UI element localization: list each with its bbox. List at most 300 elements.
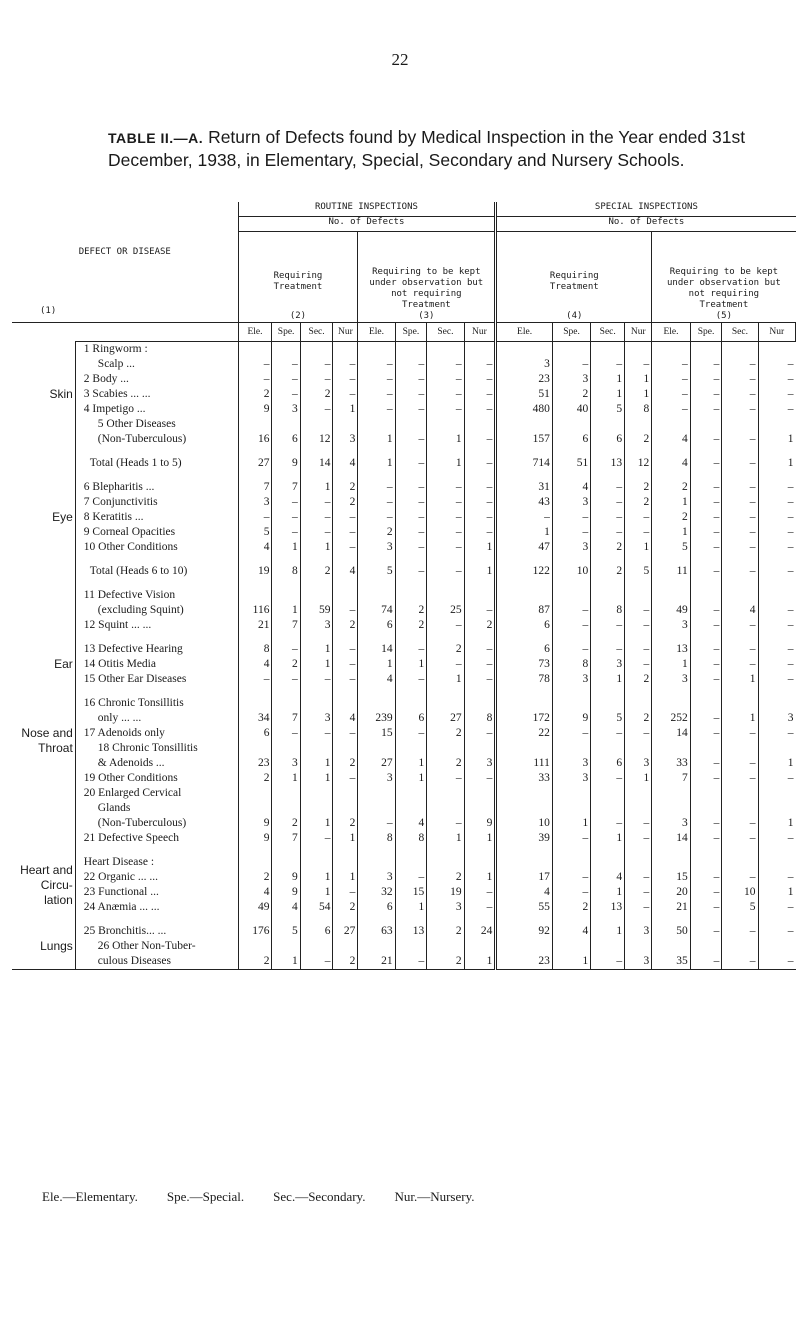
cell-value (238, 417, 272, 432)
cell-value (464, 786, 496, 801)
cell-value: 3 (358, 870, 395, 885)
cell-value: 1 (652, 495, 690, 510)
cell-value: – (238, 510, 272, 525)
cell-value: 6 (358, 900, 395, 915)
cell-value: 14 (358, 642, 395, 657)
group-label-nose: Nose and Throat (21, 726, 73, 755)
cell-value: – (333, 603, 358, 618)
cell-value: 3 (427, 900, 464, 915)
cell-value (625, 786, 652, 801)
cell-value: 3 (358, 771, 395, 786)
cell-value: – (333, 525, 358, 540)
cell-value: – (333, 885, 358, 900)
cell-value: – (464, 657, 496, 672)
cell-value: 13 (395, 924, 427, 939)
cell-value: – (395, 387, 427, 402)
table-row (12, 855, 796, 870)
cell-value: 3 (552, 540, 590, 555)
cell-value: 252 (652, 711, 690, 726)
cell-value: – (758, 495, 796, 510)
cell-value: 1 (464, 831, 496, 846)
table-row (12, 657, 796, 672)
cell-value: 1 (395, 771, 427, 786)
cell-value: – (722, 510, 758, 525)
cell-value: 1 (333, 870, 358, 885)
table-row (12, 456, 796, 471)
table-row (12, 387, 796, 402)
cell-value: – (690, 372, 722, 387)
group-label-lungs: Lungs (40, 939, 73, 953)
cell-value: – (464, 357, 496, 372)
cell-value: – (464, 771, 496, 786)
cell-value: 9 (238, 402, 272, 417)
cell-value: – (333, 372, 358, 387)
row-label: 22 Organic ... ... (75, 870, 238, 885)
cell-value (591, 696, 625, 711)
cell-value: 74 (358, 603, 395, 618)
row-label: 1 Ringworm : (75, 342, 238, 358)
cell-value: 1 (591, 672, 625, 687)
cell-value: 23 (496, 372, 553, 387)
cell-value: 480 (496, 402, 553, 417)
row-label: 2 Body ... (75, 372, 238, 387)
cell-value: – (300, 525, 333, 540)
cell-value: – (427, 816, 464, 831)
cell-value: 9 (552, 711, 590, 726)
cell-value: – (690, 672, 722, 687)
cell-value: 5 (625, 564, 652, 579)
table-row (12, 402, 796, 417)
cell-value: 1 (300, 642, 333, 657)
col3-header: Requiring to be kept under observation but not requiring Treatment (369, 267, 484, 310)
cell-value (395, 855, 427, 870)
cell-value: 2 (272, 816, 300, 831)
cell-value: – (625, 525, 652, 540)
table-row (12, 741, 796, 756)
cell-value: – (625, 816, 652, 831)
cell-value: – (690, 402, 722, 417)
sub-header: Ele. (238, 323, 272, 342)
cell-value (722, 855, 758, 870)
cell-value: 6 (300, 924, 333, 939)
defect-header: DEFECT OR DISEASE (78, 247, 171, 257)
row-label: Glands (75, 801, 238, 816)
cell-value: 2 (333, 495, 358, 510)
cell-value (272, 342, 300, 358)
row-label: 4 Impetigo ... (75, 402, 238, 417)
cell-value: 24 (464, 924, 496, 939)
cell-value (238, 939, 272, 954)
cell-value (395, 417, 427, 432)
row-label: 16 Chronic Tonsillitis (75, 696, 238, 711)
cell-value: 8 (464, 711, 496, 726)
cell-value: – (395, 480, 427, 495)
group-label-eye: Eye (52, 510, 73, 524)
row-label: 8 Keratitis ... (75, 510, 238, 525)
cell-value (333, 696, 358, 711)
sub-header: Sec. (427, 323, 464, 342)
cell-value: 122 (496, 564, 553, 579)
cell-value: – (690, 480, 722, 495)
cell-value: 11 (652, 564, 690, 579)
cell-value: – (690, 756, 722, 771)
cell-value: 1 (464, 540, 496, 555)
cell-value: 4 (722, 603, 758, 618)
cell-value: 4 (395, 816, 427, 831)
cell-value: 1 (395, 900, 427, 915)
row-label: 9 Corneal Opacities (75, 525, 238, 540)
cell-value: 1 (300, 885, 333, 900)
cell-value: 5 (591, 402, 625, 417)
cell-value: – (427, 372, 464, 387)
cell-value: 2 (625, 711, 652, 726)
cell-value: – (758, 510, 796, 525)
cell-value: 49 (652, 603, 690, 618)
table-row (12, 831, 796, 846)
sub-header: Spe. (690, 323, 722, 342)
cell-value (552, 801, 590, 816)
cell-value: 2 (427, 726, 464, 741)
cell-value: 2 (358, 525, 395, 540)
cell-value (333, 786, 358, 801)
cell-value: – (690, 771, 722, 786)
cell-value (427, 939, 464, 954)
row-label: 13 Defective Hearing (75, 642, 238, 657)
cell-value: 2 (300, 387, 333, 402)
cell-value: 15 (358, 726, 395, 741)
cell-value: – (690, 726, 722, 741)
cell-value (496, 741, 553, 756)
cell-value: 7 (272, 618, 300, 633)
routine-header: ROUTINE INSPECTIONS (314, 202, 418, 212)
cell-value (552, 417, 590, 432)
cell-value (496, 696, 553, 711)
cell-value: – (722, 771, 758, 786)
cell-value (625, 588, 652, 603)
cell-value: 1 (625, 372, 652, 387)
cell-value: 1 (758, 816, 796, 831)
cell-value: 9 (238, 816, 272, 831)
cell-value: 1 (272, 540, 300, 555)
cell-value: 1 (591, 924, 625, 939)
cell-value: – (722, 357, 758, 372)
cell-value: – (625, 618, 652, 633)
cell-value: – (300, 954, 333, 970)
cell-value (358, 801, 395, 816)
cell-value: – (552, 525, 590, 540)
cell-value: – (690, 885, 722, 900)
cell-value: – (272, 495, 300, 510)
cell-value: 3 (358, 540, 395, 555)
cell-value (272, 786, 300, 801)
cell-value: 7 (272, 711, 300, 726)
cell-value: 4 (272, 900, 300, 915)
cell-value: 8 (552, 657, 590, 672)
cell-value (591, 342, 625, 358)
cell-value: 1 (395, 756, 427, 771)
cell-value: – (272, 387, 300, 402)
cell-value: 1 (300, 657, 333, 672)
sub-header: Ele. (496, 323, 553, 342)
cell-value: 176 (238, 924, 272, 939)
cell-value: – (496, 510, 553, 525)
cell-value: – (427, 540, 464, 555)
row-label: 5 Other Diseases (75, 417, 238, 432)
cell-value: 25 (427, 603, 464, 618)
table-row (12, 564, 796, 579)
cell-value: – (395, 564, 427, 579)
cell-value: 1 (427, 432, 464, 447)
cell-value: – (395, 726, 427, 741)
routine-no-defects: No. of Defects (328, 217, 405, 228)
cell-value: 23 (496, 954, 553, 970)
cell-value: 3 (333, 432, 358, 447)
cell-value: 2 (427, 642, 464, 657)
cell-value: 1 (591, 885, 625, 900)
cell-value: – (395, 495, 427, 510)
cell-value (300, 417, 333, 432)
cell-value: – (758, 642, 796, 657)
cell-value: – (552, 642, 590, 657)
cell-value: 1 (591, 831, 625, 846)
row-label: & Adenoids ... (75, 756, 238, 771)
cell-value: 3 (652, 816, 690, 831)
cell-value: – (690, 924, 722, 939)
cell-value: – (333, 672, 358, 687)
cell-value (722, 588, 758, 603)
cell-value: – (395, 357, 427, 372)
cell-value: 2 (395, 618, 427, 633)
cell-value: 47 (496, 540, 553, 555)
cell-value: 5 (358, 564, 395, 579)
cell-value: – (333, 771, 358, 786)
row-label: 19 Other Conditions (75, 771, 238, 786)
cell-value: 3 (464, 756, 496, 771)
cell-value (333, 801, 358, 816)
cell-value (464, 939, 496, 954)
cell-value: 2 (333, 816, 358, 831)
cell-value (722, 342, 758, 358)
cell-value: – (758, 657, 796, 672)
cell-value: – (690, 642, 722, 657)
cell-value (722, 696, 758, 711)
cell-value: – (758, 564, 796, 579)
cell-value: – (464, 726, 496, 741)
cell-value: – (690, 387, 722, 402)
col5-header: Requiring to be kept under observation but not requiring Treatment (666, 267, 781, 310)
cell-value: 4 (552, 924, 590, 939)
cell-value: 4 (496, 885, 553, 900)
cell-value (333, 855, 358, 870)
page-number: 22 (391, 50, 409, 69)
cell-value (690, 588, 722, 603)
row-label: only ... ... (75, 711, 238, 726)
cell-value (272, 801, 300, 816)
cell-value: – (625, 900, 652, 915)
cell-value: – (427, 387, 464, 402)
cell-value (427, 417, 464, 432)
cell-value: – (625, 510, 652, 525)
cell-value: 1 (333, 402, 358, 417)
row-label: (excluding Squint) (75, 603, 238, 618)
cell-value: 15 (395, 885, 427, 900)
cell-value (358, 741, 395, 756)
cell-value (652, 786, 690, 801)
col5-number: (5) (715, 311, 733, 321)
cell-value (722, 939, 758, 954)
cell-value: 6 (238, 726, 272, 741)
cell-value: – (272, 672, 300, 687)
cell-value: – (690, 816, 722, 831)
cell-value: 2 (333, 954, 358, 970)
cell-value: 111 (496, 756, 553, 771)
col4-header: Requiring Treatment (549, 271, 599, 292)
cell-value: – (358, 495, 395, 510)
sub-header: Spe. (272, 323, 300, 342)
cell-value: 55 (496, 900, 553, 915)
cell-value: – (758, 603, 796, 618)
cell-value: 2 (625, 495, 652, 510)
cell-value: – (395, 432, 427, 447)
cell-value: – (333, 657, 358, 672)
cell-value: 13 (591, 900, 625, 915)
cell-value: 1 (625, 540, 652, 555)
table-row (12, 417, 796, 432)
cell-value: 3 (625, 756, 652, 771)
cell-value (552, 588, 590, 603)
cell-value (625, 696, 652, 711)
cell-value: 7 (652, 771, 690, 786)
cell-value (395, 786, 427, 801)
cell-value: – (395, 402, 427, 417)
row-label: culous Diseases (75, 954, 238, 970)
cell-value: – (464, 603, 496, 618)
cell-value: – (464, 642, 496, 657)
cell-value (395, 588, 427, 603)
table-row (12, 618, 796, 633)
cell-value (690, 417, 722, 432)
cell-value: 59 (300, 603, 333, 618)
cell-value: 3 (552, 495, 590, 510)
cell-value: – (722, 726, 758, 741)
cell-value (300, 801, 333, 816)
cell-value: 5 (238, 525, 272, 540)
cell-value: 17 (496, 870, 553, 885)
cell-value (722, 741, 758, 756)
cell-value: 3 (552, 672, 590, 687)
table-row (12, 357, 796, 372)
cell-value: 34 (238, 711, 272, 726)
legend-spe: Spe.—Special. (166, 1189, 245, 1204)
cell-value (300, 855, 333, 870)
cell-value (238, 741, 272, 756)
table-row (12, 540, 796, 555)
cell-value: 31 (496, 480, 553, 495)
cell-value: 13 (652, 642, 690, 657)
group-label-heart: Heart and Circu- lation (20, 862, 73, 907)
cell-value: – (427, 357, 464, 372)
cell-value (464, 588, 496, 603)
cell-value: – (272, 525, 300, 540)
cell-value: 2 (395, 603, 427, 618)
cell-value: 12 (300, 432, 333, 447)
cell-value (333, 588, 358, 603)
table-row (12, 711, 796, 726)
cell-value: 6 (496, 618, 553, 633)
cell-value: – (758, 924, 796, 939)
cell-value: 157 (496, 432, 553, 447)
cell-value: 63 (358, 924, 395, 939)
cell-value: 2 (300, 564, 333, 579)
cell-value (358, 417, 395, 432)
cell-value: 5 (272, 924, 300, 939)
cell-value (300, 786, 333, 801)
cell-value: 3 (552, 771, 590, 786)
cell-value: – (358, 510, 395, 525)
cell-value: – (625, 357, 652, 372)
cell-value (358, 939, 395, 954)
cell-value: – (591, 510, 625, 525)
cell-value (238, 786, 272, 801)
row-label: (Non-Tuberculous) (75, 816, 238, 831)
cell-value: – (690, 525, 722, 540)
table-row (12, 816, 796, 831)
cell-value: – (464, 480, 496, 495)
cell-value: – (690, 618, 722, 633)
cell-value: 40 (552, 402, 590, 417)
cell-value: 13 (591, 456, 625, 471)
cell-value (427, 588, 464, 603)
cell-value: – (758, 357, 796, 372)
cell-value: 10 (496, 816, 553, 831)
cell-value: 33 (496, 771, 553, 786)
cell-value: 2 (625, 480, 652, 495)
cell-value: – (552, 510, 590, 525)
cell-value: – (427, 480, 464, 495)
cell-value: – (758, 540, 796, 555)
row-label: 15 Other Ear Diseases (75, 672, 238, 687)
special-no-defects: No. of Defects (608, 217, 685, 228)
cell-value: 4 (652, 456, 690, 471)
cell-value (358, 342, 395, 358)
cell-value: – (722, 657, 758, 672)
cell-value: 49 (238, 900, 272, 915)
cell-value: – (758, 954, 796, 970)
cell-value: – (758, 387, 796, 402)
cell-value (395, 801, 427, 816)
table-row (12, 771, 796, 786)
row-label: Total (Heads 6 to 10) (75, 564, 238, 579)
cell-value: – (722, 831, 758, 846)
cell-value: 2 (427, 756, 464, 771)
cell-value: 14 (652, 726, 690, 741)
cell-value: 14 (652, 831, 690, 846)
cell-value: – (652, 387, 690, 402)
cell-value: – (552, 603, 590, 618)
row-label: 14 Otitis Media (75, 657, 238, 672)
cell-value: 1 (552, 954, 590, 970)
cell-value: 9 (464, 816, 496, 831)
cell-value: 1 (427, 672, 464, 687)
cell-value: 22 (496, 726, 553, 741)
cell-value: 3 (652, 672, 690, 687)
cell-value (591, 588, 625, 603)
cell-value (652, 588, 690, 603)
defects-table (12, 202, 796, 971)
cell-value (496, 342, 553, 358)
table-row (12, 510, 796, 525)
cell-value: – (272, 726, 300, 741)
